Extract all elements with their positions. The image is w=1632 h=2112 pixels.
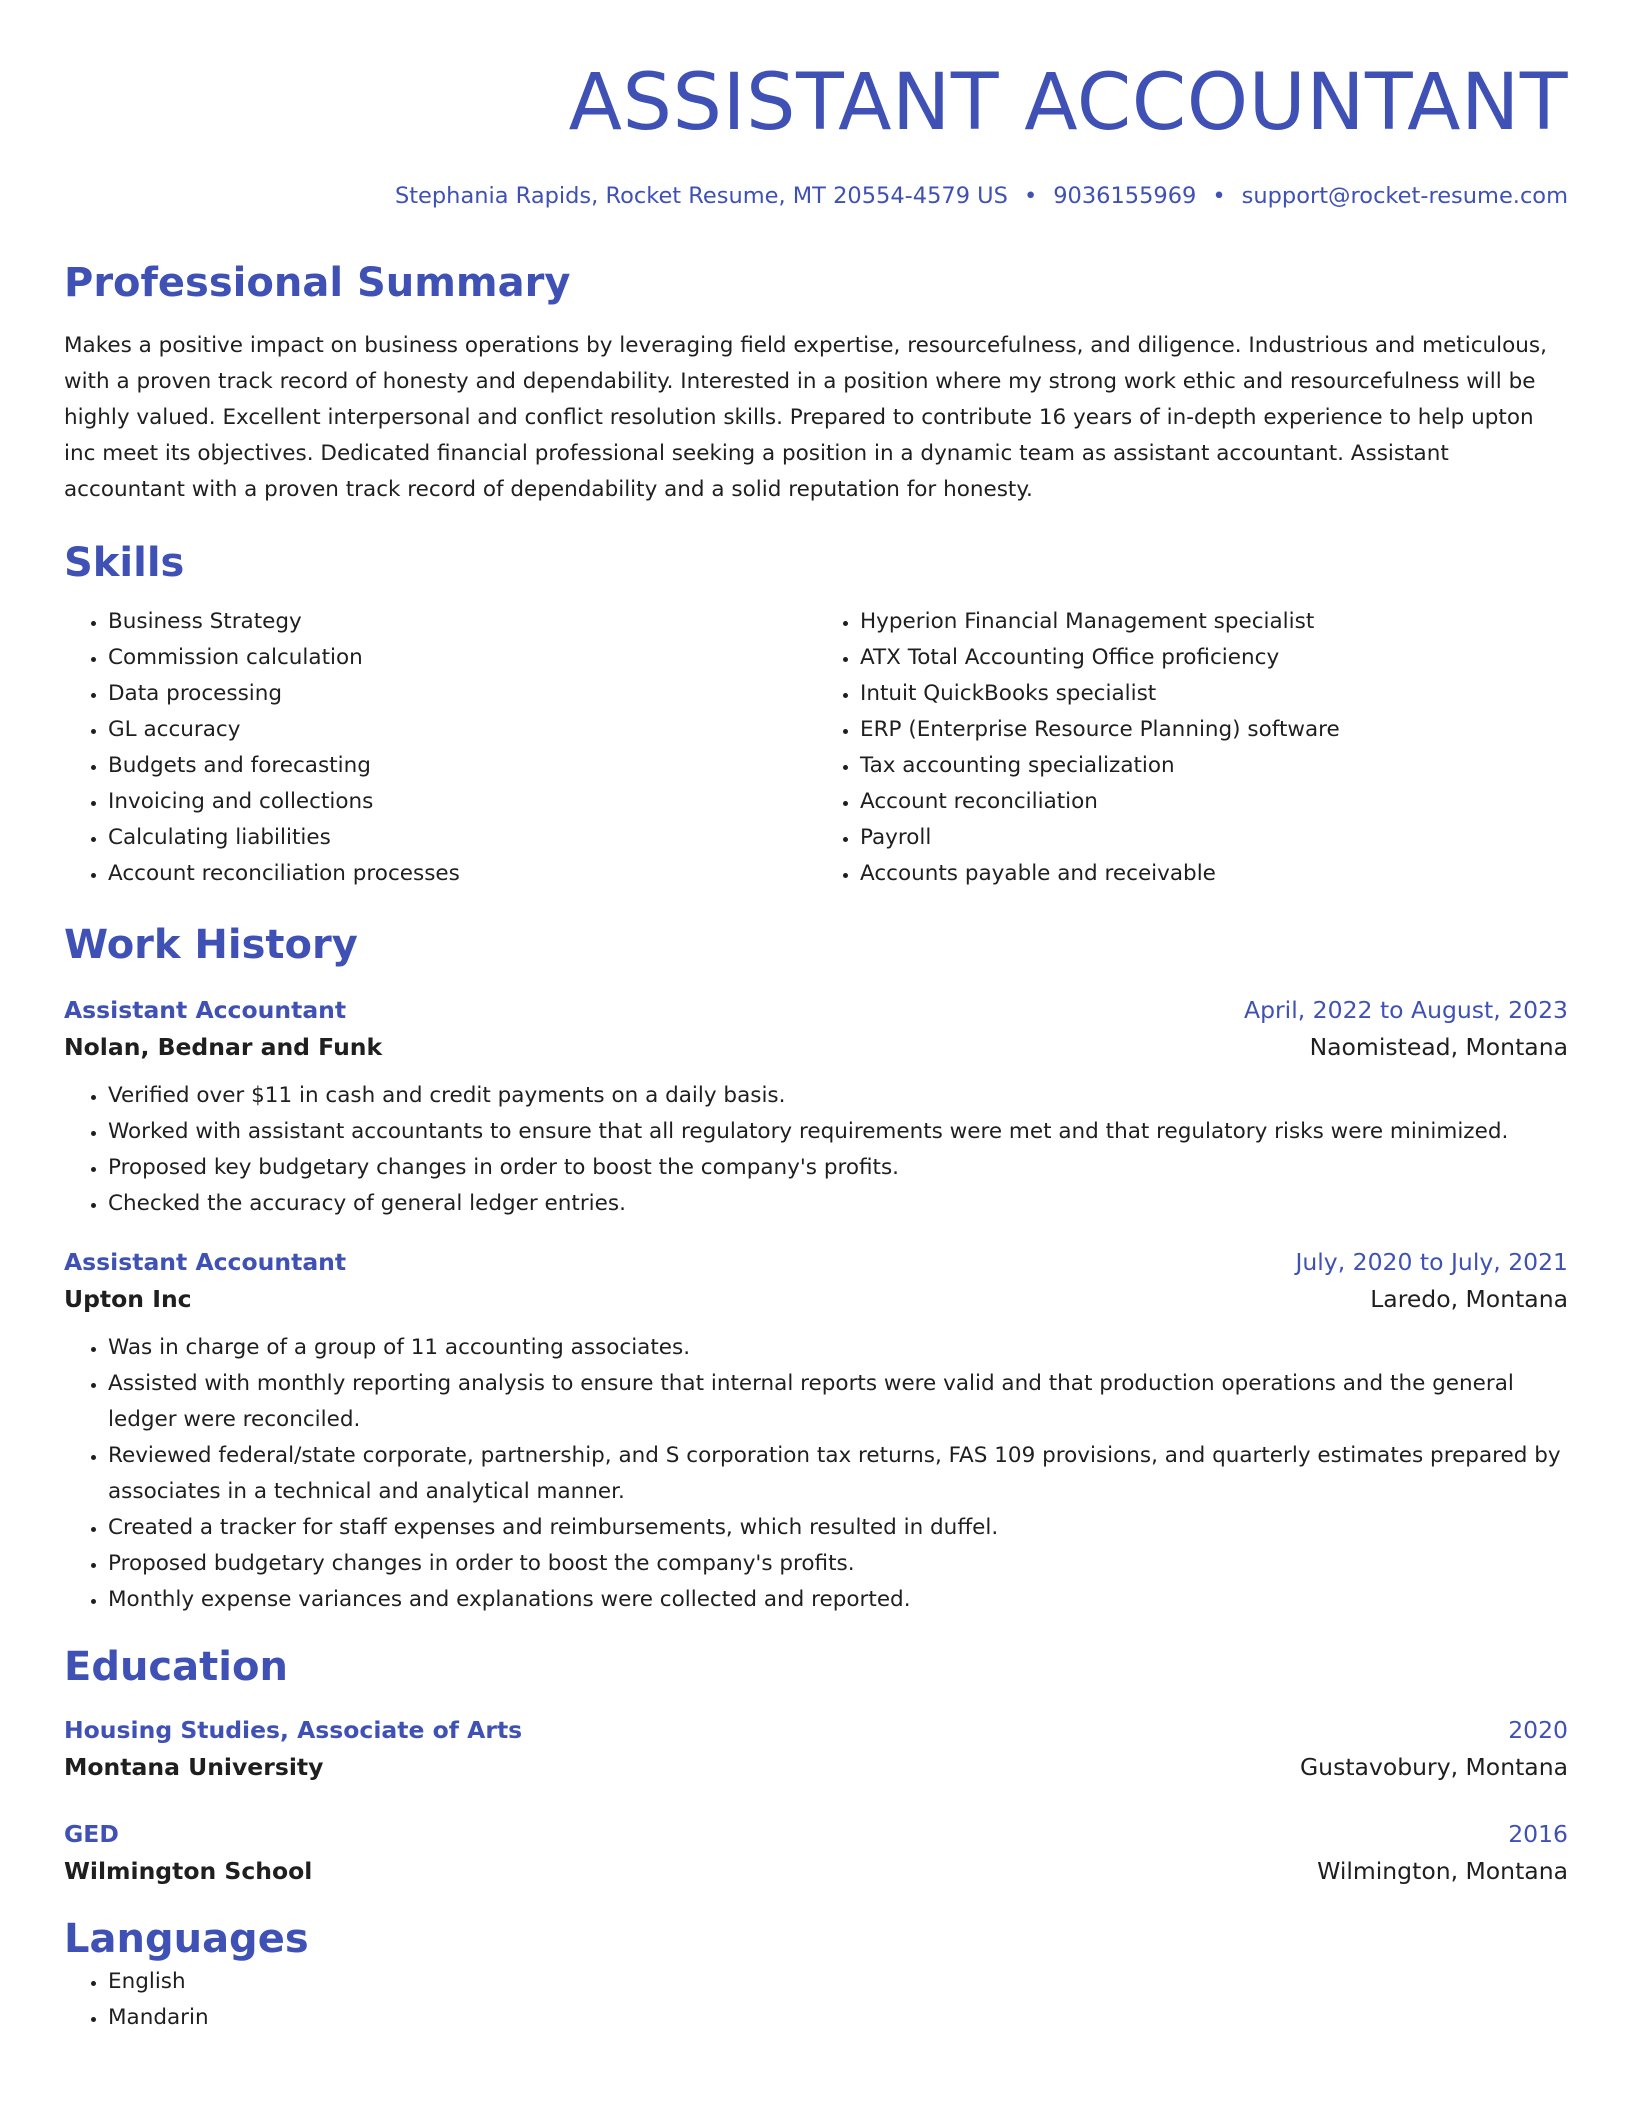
education-school-row (64, 1748, 1568, 1786)
skills-list (64, 604, 1568, 892)
skill-item: • Commission calculation (108, 640, 816, 676)
language-item: • Mandarin (108, 2000, 1568, 2036)
education-entry (64, 1816, 1568, 1890)
languages-list (64, 1964, 1568, 2036)
skill-item: • Tax accounting specialization (860, 748, 1568, 784)
job-header-row (64, 1244, 1568, 1280)
education-header-row (64, 1712, 1568, 1748)
job-header-row (64, 992, 1568, 1028)
email-link[interactable]: support@rocket-resume.com (1241, 183, 1568, 209)
job-bullet: • Proposed key budgetary changes in order to boost the company's profits. (108, 1150, 1568, 1186)
degree-name: Housing Studies, Associate of Arts (64, 1716, 523, 1744)
job-entry (64, 1244, 1568, 1618)
skill-item: • Calculating liabilities (108, 820, 816, 856)
degree-name: GED (64, 1820, 119, 1848)
contact-line (64, 180, 1568, 212)
job-bullet: • Reviewed federal/state corporate, partnership, and S corporation tax returns, FAS 109 provisions, and quarterly estimates prepared by associates in a technical and analytical manner. (108, 1438, 1568, 1510)
graduation-year: 2016 (1508, 1820, 1568, 1848)
skill-item: • ERP (Enterprise Resource Planning) software (860, 712, 1568, 748)
education-school-row (64, 1852, 1568, 1890)
language-item: • English (108, 1964, 1568, 2000)
skill-item: • Data processing (108, 676, 816, 712)
job-bullet: • Created a tracker for staff expenses and reimbursements, which resulted in duffel. (108, 1510, 1568, 1546)
job-title: Assistant Accountant (64, 1248, 347, 1276)
separator-dot: • (1023, 183, 1038, 209)
skills-heading: Skills (64, 540, 185, 586)
skill-item: • Account reconciliation (860, 784, 1568, 820)
skill-item: • Business Strategy (108, 604, 816, 640)
job-location: Laredo, Montana (1370, 1285, 1568, 1313)
education-entry (64, 1712, 1568, 1786)
work-history-heading: Work History (64, 922, 358, 968)
separator-dot: • (1212, 183, 1226, 209)
resume-header (64, 0, 1568, 212)
skill-item: • GL accuracy (108, 712, 816, 748)
job-bullet: • Checked the accuracy of general ledger entries. (108, 1186, 1568, 1222)
job-bullet: • Verified over $11 in cash and credit payments on a daily basis. (108, 1078, 1568, 1114)
education-header-row (64, 1816, 1568, 1852)
skills-column-right (816, 604, 1568, 892)
job-bullet: • Monthly expense variances and explanations were collected and reported. (108, 1582, 1568, 1618)
skill-item: • Payroll (860, 820, 1568, 856)
job-bullets (64, 1078, 1568, 1222)
skill-item: • Invoicing and collections (108, 784, 816, 820)
job-dates: July, 2020 to July, 2021 (1295, 1248, 1568, 1276)
skill-item: • ATX Total Accounting Office proficiency (860, 640, 1568, 676)
school-location: Gustavobury, Montana (1299, 1753, 1568, 1781)
summary-text: Makes a positive impact on business operations by leveraging field expertise, resourcefulness, and diligence. Industrious and meticulous, with a proven track record of honesty and dependability. Interested in a position where my strong work ethic and resourcefulness will be highly valued. Excellent interpersonal and conflict resolution skills. Prepared to contribute 16 years of in-depth experience to help upton inc meet its objectives. Dedicated financial professional seeking a position in a dynamic team as assistant accountant. Assistant accountant with a proven track record of dependability and a solid reputation for honesty. (64, 333, 1547, 502)
job-bullet: • Was in charge of a group of 11 accounting associates. (108, 1330, 1568, 1366)
address-text: Stephania Rapids, Rocket Resume, MT 20554-4579 US (394, 183, 1008, 209)
school-location: Wilmington, Montana (1317, 1857, 1568, 1885)
school-name: Montana University (64, 1753, 324, 1781)
skill-item: • Budgets and forecasting (108, 748, 816, 784)
job-dates: April, 2022 to August, 2023 (1244, 996, 1568, 1024)
job-bullets (64, 1330, 1568, 1618)
job-bullet: • Proposed budgetary changes in order to boost the company's profits. (108, 1546, 1568, 1582)
job-title: Assistant Accountant (64, 996, 347, 1024)
summary-heading: Professional Summary (64, 260, 571, 306)
job-company-row (64, 1280, 1568, 1318)
graduation-year: 2020 (1508, 1716, 1568, 1744)
skill-item: • Intuit QuickBooks specialist (860, 676, 1568, 712)
job-location: Naomistead, Montana (1309, 1033, 1568, 1061)
company-name: Nolan, Bednar and Funk (64, 1033, 383, 1061)
school-name: Wilmington School (64, 1857, 313, 1885)
phone-text: 9036155969 (1053, 183, 1197, 209)
job-bullet: • Assisted with monthly reporting analysis to ensure that internal reports were valid and that production operations and the general ledger were reconciled. (108, 1366, 1568, 1438)
job-entry (64, 992, 1568, 1222)
skill-item: • Accounts payable and receivable (860, 856, 1568, 892)
skills-column-left (64, 604, 816, 892)
company-name: Upton Inc (64, 1285, 192, 1313)
page-title: ASSISTANT ACCOUNTANT (568, 58, 1568, 148)
languages-heading: Languages (64, 1916, 309, 1962)
skill-item: • Hyperion Financial Management specialist (860, 604, 1568, 640)
education-heading: Education (64, 1644, 288, 1690)
skill-item: • Account reconciliation processes (108, 856, 816, 892)
job-company-row (64, 1028, 1568, 1066)
job-bullet: • Worked with assistant accountants to ensure that all regulatory requirements were met and that regulatory risks were minimized. (108, 1114, 1568, 1150)
